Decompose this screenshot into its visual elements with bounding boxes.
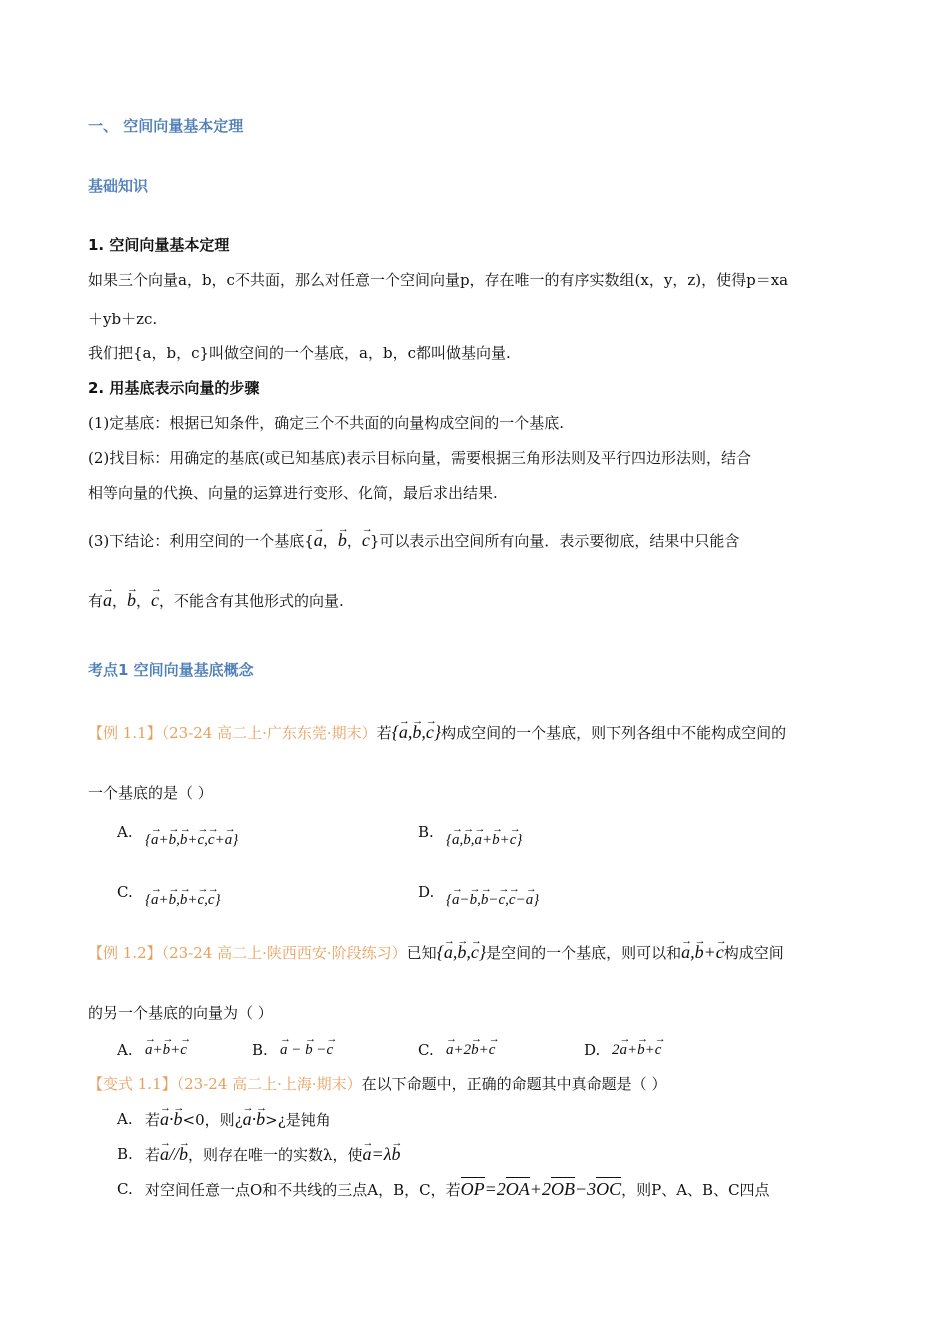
variant-option-c: 对空间任意一点O和不共线的三点A，B，C，若OP=2OA+2OB−3OC，则P、A、B、C四点	[145, 1179, 770, 1199]
option-b-label: B.	[252, 1041, 268, 1059]
option-d: 2→ a+→ b+→ c	[612, 1040, 661, 1060]
option-b: → a − → b −→ c	[280, 1040, 333, 1060]
vec-c: → c	[362, 530, 370, 550]
step-2-line-2: 相等向量的代换、向量的运算进行变形、化简，最后求出结果.	[88, 484, 498, 502]
step-3-text-a: (3)下结论：利用空间的一个基底{	[88, 532, 314, 550]
variant-option-b-label: B.	[117, 1145, 133, 1163]
vec-b: → b	[338, 530, 347, 550]
option-d: {→ a−→ b,→ b−→ c,→ c−→ a}	[446, 890, 539, 910]
basis-set: {→ a,→ b,→ c}	[392, 722, 441, 742]
theorem-line-2: ＋yb＋zc.	[88, 310, 158, 328]
step-3-line-1: (3)下结论：利用空间的一个基底{→ a，→ b，→ c}可以表示出空间所有向量．表示要彻底，结果中只能含	[88, 530, 739, 551]
option-a-label: A.	[117, 1041, 133, 1059]
theorem-line-1: 如果三个向量a，b，c不共面，那么对任意一个空间向量p，存在唯一的有序实数组(x，y，z)，使得p＝xa	[88, 271, 789, 289]
option-a: → a+→ b+→ c	[145, 1040, 187, 1060]
example-1-1: 【例 1.1】（23-24 高二上·广东东莞·期末）若{→ a,→ b,→ c}构成空间的一个基底，则下列各组中不能构成空间的	[88, 722, 786, 743]
step-3-text-b: }可以表示出空间所有向量．表示要彻底，结果中只能含	[369, 532, 740, 550]
vec-a: → a	[314, 530, 323, 550]
variant-option-c-label: C.	[117, 1180, 133, 1198]
vec-b: → b	[127, 590, 136, 610]
example-1-2-line-2: 的另一个基底的向量为（ ）	[88, 1004, 273, 1022]
basis-set: {→ a,→ b,→ c}	[437, 942, 486, 962]
example-1-1-line-2: 一个基底的是（ ）	[88, 784, 213, 802]
vec-c: → c	[151, 590, 159, 610]
option-c-label: C.	[117, 883, 133, 901]
variant-option-a: 若→ a·→ b<0，则¿→ a·→ b>¿是钝角	[145, 1109, 331, 1130]
variant-1-1: 【变式 1.1】（23-24 高二上·上海·期末）在以下命题中，正确的命题其中真命题是（ ）	[88, 1075, 667, 1093]
theorem-title: 1. 空间向量基本定理	[88, 236, 230, 254]
option-a: {→ a+→ b,→ b+→ c,→ c+→ a}	[145, 830, 238, 850]
example-tag: 【例 1.1】（23-24 高二上·广东东莞·期末）	[88, 724, 377, 742]
option-b-label: B.	[418, 823, 434, 841]
example-1-2: 【例 1.2】（23-24 高二上·陕西西安·阶段练习）已知{→ a,→ b,→ c}是空间的一个基底，则可以和→ a,→ b+→ c构成空间	[88, 942, 784, 963]
option-a-label: A.	[117, 823, 133, 841]
variant-tag: 【变式 1.1】（23-24 高二上·上海·期末）	[88, 1075, 362, 1093]
option-d-label: D.	[584, 1041, 601, 1059]
vec-a: → a	[103, 590, 112, 610]
step-1: (1)定基底：根据已知条件，确定三个不共面的向量构成空间的一个基底.	[88, 414, 565, 432]
option-c: {→ a+→ b,→ b+→ c,→ c}	[145, 890, 221, 910]
option-d-label: D.	[418, 883, 435, 901]
option-c-label: C.	[418, 1041, 434, 1059]
basics-title: 基础知识	[88, 177, 149, 195]
theorem-line-3: 我们把{a，b，c}叫做空间的一个基底，a，b，c都叫做基向量.	[88, 344, 511, 362]
option-b: {→ a,→ b,→ a+→ b+→ c}	[446, 830, 522, 850]
section-title: 一、 空间向量基本定理	[88, 117, 244, 135]
variant-option-a-label: A.	[117, 1110, 133, 1128]
example-tag: 【例 1.2】（23-24 高二上·陕西西安·阶段练习）	[88, 944, 407, 962]
step-2-line-1: (2)找目标：用确定的基底(或已知基底)表示目标向量，需要根据三角形法则及平行四边形法则，结合	[88, 449, 751, 467]
steps-title: 2. 用基底表示向量的步骤	[88, 379, 260, 397]
vector-pair: → a,→ b+→ c	[681, 942, 724, 962]
variant-option-b: 若→ a//→ b，则存在唯一的实数λ，使→ a=λ→ b	[145, 1144, 401, 1165]
step-3-line-2: 有→ a，→ b，→ c，不能含有其他形式的向量.	[88, 590, 344, 611]
option-c: → a+2→ b+→ c	[446, 1040, 495, 1060]
kaodian-title: 考点1 空间向量基底概念	[88, 661, 254, 679]
